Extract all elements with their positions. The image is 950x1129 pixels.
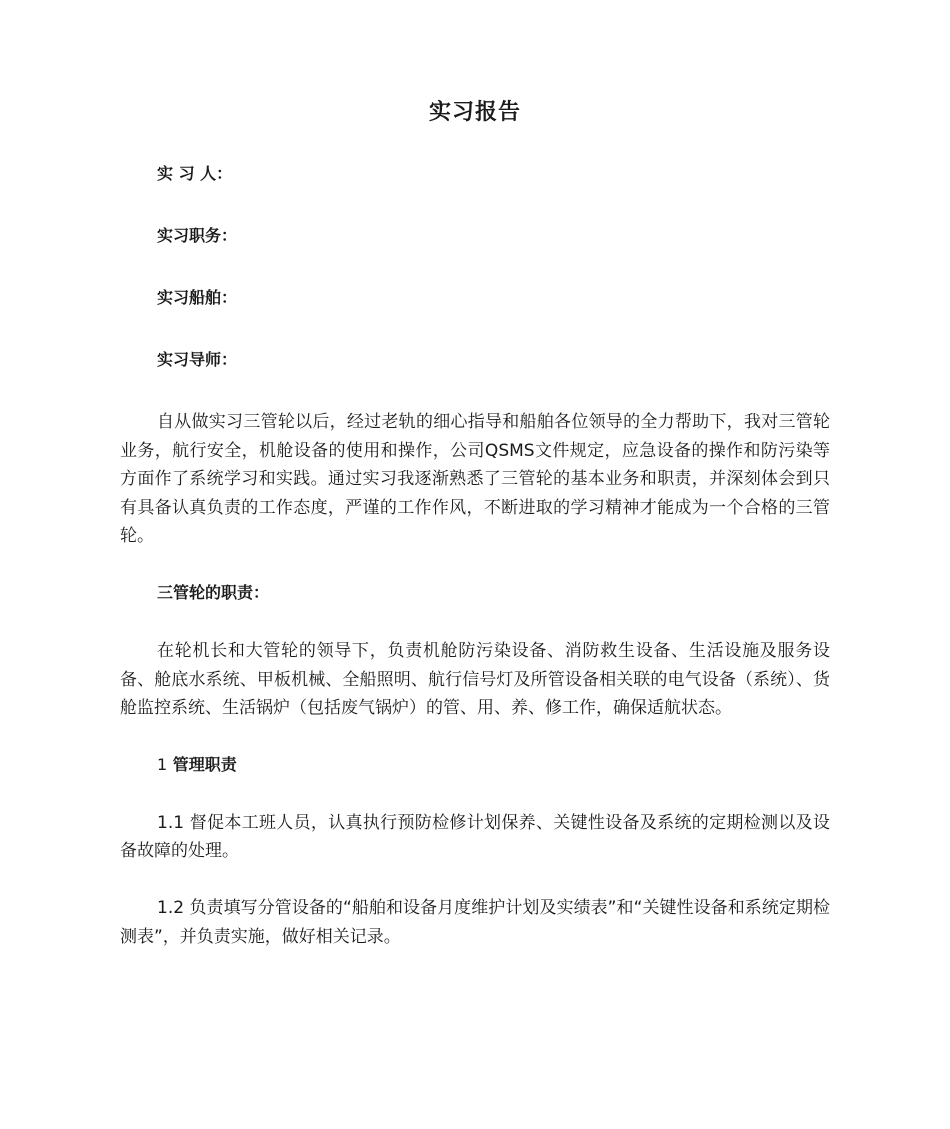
item-1-1: 1.1 督促本工班人员，认真执行预防检修计划保养、关键性设备及系统的定期检测以及设备故障的处理。 bbox=[120, 812, 830, 862]
field-position: 实习职务： bbox=[157, 226, 238, 245]
section-number: 1 bbox=[157, 754, 168, 774]
document-page bbox=[120, 96, 830, 979]
item-1-2: 1.2 负责填写分管设备的“船舶和设备月度维护计划及实绩表”和“关键性设备和系统定期检测表”，并负责实施，做好相关记录。 bbox=[120, 897, 830, 947]
duties-paragraph: 在轮机长和大管轮的领导下，负责机舱防污染设备、消防救生设备、生活设施及服务设备、舱底水系统、甲板机械、全船照明、航行信号灯及所管设备相关联的电气设备（系统）、货舱监控系统、生活锅炉（包括废气锅炉）的管、用、养、修工作，确保适航状态。 bbox=[120, 640, 830, 719]
section-title: 管理职责 bbox=[172, 754, 237, 774]
page-title: 实习报告 bbox=[428, 100, 521, 125]
field-mentor: 实习导师： bbox=[157, 350, 238, 369]
duties-heading: 三管轮的职责： bbox=[157, 582, 270, 602]
field-ship: 实习船舶： bbox=[157, 288, 238, 307]
field-intern: 实 习 人： bbox=[157, 164, 233, 183]
section-heading-1 bbox=[120, 751, 830, 779]
intro-paragraph: 自从做实习三管轮以后，经过老轨的细心指导和船舶各位领导的全力帮助下，我对三管轮业务，航行安全，机舱设备的使用和操作，公司QSMS文件规定，应急设备的操作和防污染等方面作了系统学习和实践。通过实习我逐渐熟悉了三管轮的基本业务和职责，并深刻体会到只有具备认真负责的工作态度，严谨的工作作风，不断进取的学习精神才能成为一个合格的三管轮。 bbox=[120, 412, 830, 547]
